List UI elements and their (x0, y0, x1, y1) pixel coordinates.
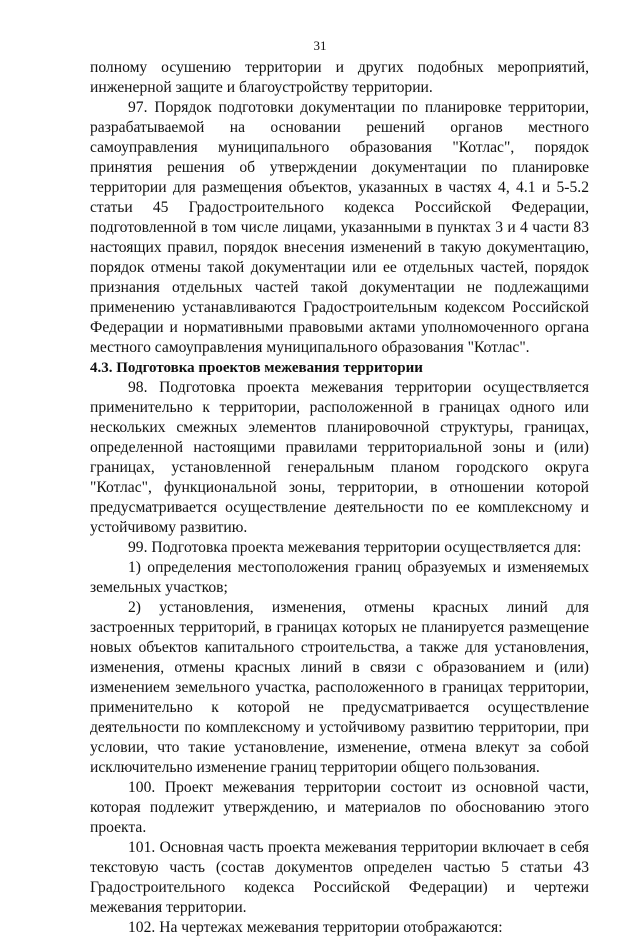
paragraph-98: 98. Подготовка проекта межевания территории осуществляется применительно к территории, расположенной в границах одного или нескольких смежных элементов планировочной структуры, границах, определенной настоящими правилами территориальной зоны и (или) границах, установленной генеральным планом городского округа "Котлас", функциональной зоны, территории, в отношении которой предусматривается осуществление деятельности по ее комплексному и устойчивому развитию. (90, 379, 589, 536)
paragraph-102: 102. На чертежах межевания территории отображаются: (128, 919, 503, 936)
paragraph-97: 97. Порядок подготовки документации по планировке территории, разрабатываемой на основании решений органов местного самоуправления муниципального образования "Котлас", порядок принятия решения об утверждении документации по планировке территории для размещения объектов, указанных в частях 4, 4.1 и 5-5.2 статьи 45 Градостроительного кодекса Российской Федерации, подготовленной в том числе лицами, указанными в пунктах 3 и 4 части 83 настоящих правил, порядок внесения изменений в такую документацию, порядок отмены такой документации или ее отдельных частей, порядок признания отдельных частей такой документации не подлежащими применению устанавливаются Градостроительным кодексом Российской Федерации и нормативными правовыми актами уполномоченного органа местного самоуправления муниципального образования "Котлас". (90, 99, 589, 356)
paragraph-99: 99. Подготовка проекта межевания территории осуществляется для: (128, 539, 582, 556)
list-item-2: 2) установления, изменения, отмены красных линий для застроенных территорий, в границах которых не планируется размещение новых объектов капитального строительства, а также для установления, изменения, отмены красных линий в связи с образованием и (или) изменением земельного участка, расположенного в границах территории, применительно к которой не предусматривается осуществление деятельности по комплексному и устойчивому развитию территории, при условии, что такие установление, изменение, отмена влекут за собой исключительно изменение границ территории общего пользования. (90, 599, 589, 776)
paragraph-100: 100. Проект межевания территории состоит из основной части, которая подлежит утверждению, и материалов по обоснованию этого проекта. (90, 779, 589, 836)
document-body (90, 58, 589, 938)
paragraph-continuation: полному осушению территории и других подобных мероприятий, инженерной защите и благоустройству территории. (90, 59, 589, 96)
list-item-1: 1) определения местоположения границ образуемых и изменяемых земельных участков; (90, 559, 589, 596)
section-heading: 4.3. Подготовка проектов межевания территории (90, 360, 423, 376)
paragraph-101: 101. Основная часть проекта межевания территории включает в себя текстовую часть (состав документов определен частью 5 статьи 43 Градостроительного кодекса Российской Федерации) и чертежи межевания территории. (90, 839, 589, 916)
page-number: 31 (313, 38, 327, 53)
